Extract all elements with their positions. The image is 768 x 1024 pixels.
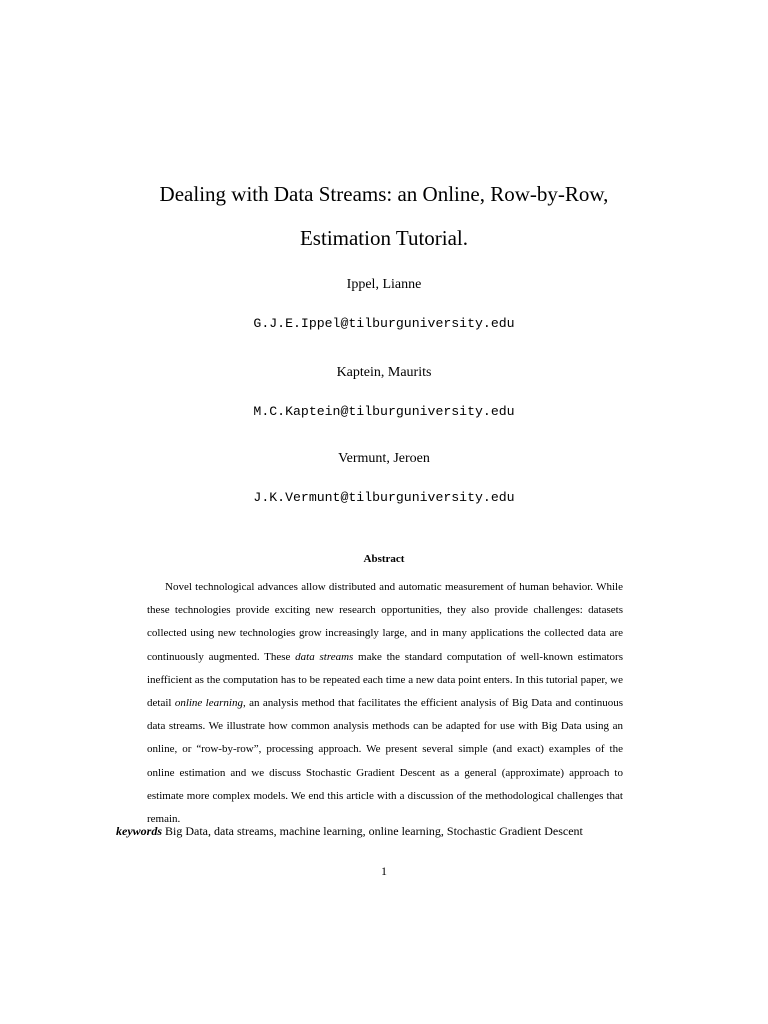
abstract-text: Novel technological advances allow distributed and automatic measurement of human behavior. While these technologies provide exciting new research opportunities, they also provide challenges: datasets collected using new technologies grow increasingly large, and in many applications the collected data are continuously augmented. These (147, 581, 623, 663)
abstract-text: , an analysis method that facilitates the efficient analysis of Big Data and continuous data streams. We illustrate how common analysis methods can be adapted for use with Big Data using an online, or “row-by-row”, processing approach. We present several simple (and exact) examples of the online estimation and we discuss Stochastic Gradient Descent as a general (approximate) approach to estimate more complex models. We end this article with a discussion of the methodological challenges that remain. (147, 697, 623, 826)
abstract-body (147, 576, 623, 831)
page-number: 1 (381, 864, 387, 878)
author-name: Vermunt, Jeroen (338, 451, 430, 466)
abstract-emphasis: online learning (174, 697, 243, 710)
keywords-line (116, 823, 583, 839)
author-name: Kaptein, Maurits (336, 365, 432, 380)
author-email: G.J.E.Ippel@tilburguniversity.edu (253, 316, 515, 331)
paper-title-line-1: Dealing with Data Streams: an Online, Row-by-Row, (159, 182, 609, 206)
author-email: J.K.Vermunt@tilburguniversity.edu (253, 490, 515, 505)
abstract-emphasis: data streams (295, 650, 354, 663)
keywords-label: keywords (116, 824, 162, 838)
paper-title-line-2: Estimation Tutorial. (299, 226, 469, 250)
abstract-text: make the standard computation of well-known estimators inefficient as the computation has to be repeated each time a new data point enters. In this tutorial paper, we detail (147, 650, 623, 710)
author-email: M.C.Kaptein@tilburguniversity.edu (253, 404, 515, 419)
keywords-text: Big Data, data streams, machine learning, online learning, Stochastic Gradient Descent (162, 824, 583, 838)
author-name: Ippel, Lianne (346, 277, 422, 292)
abstract-heading: Abstract (363, 553, 405, 565)
